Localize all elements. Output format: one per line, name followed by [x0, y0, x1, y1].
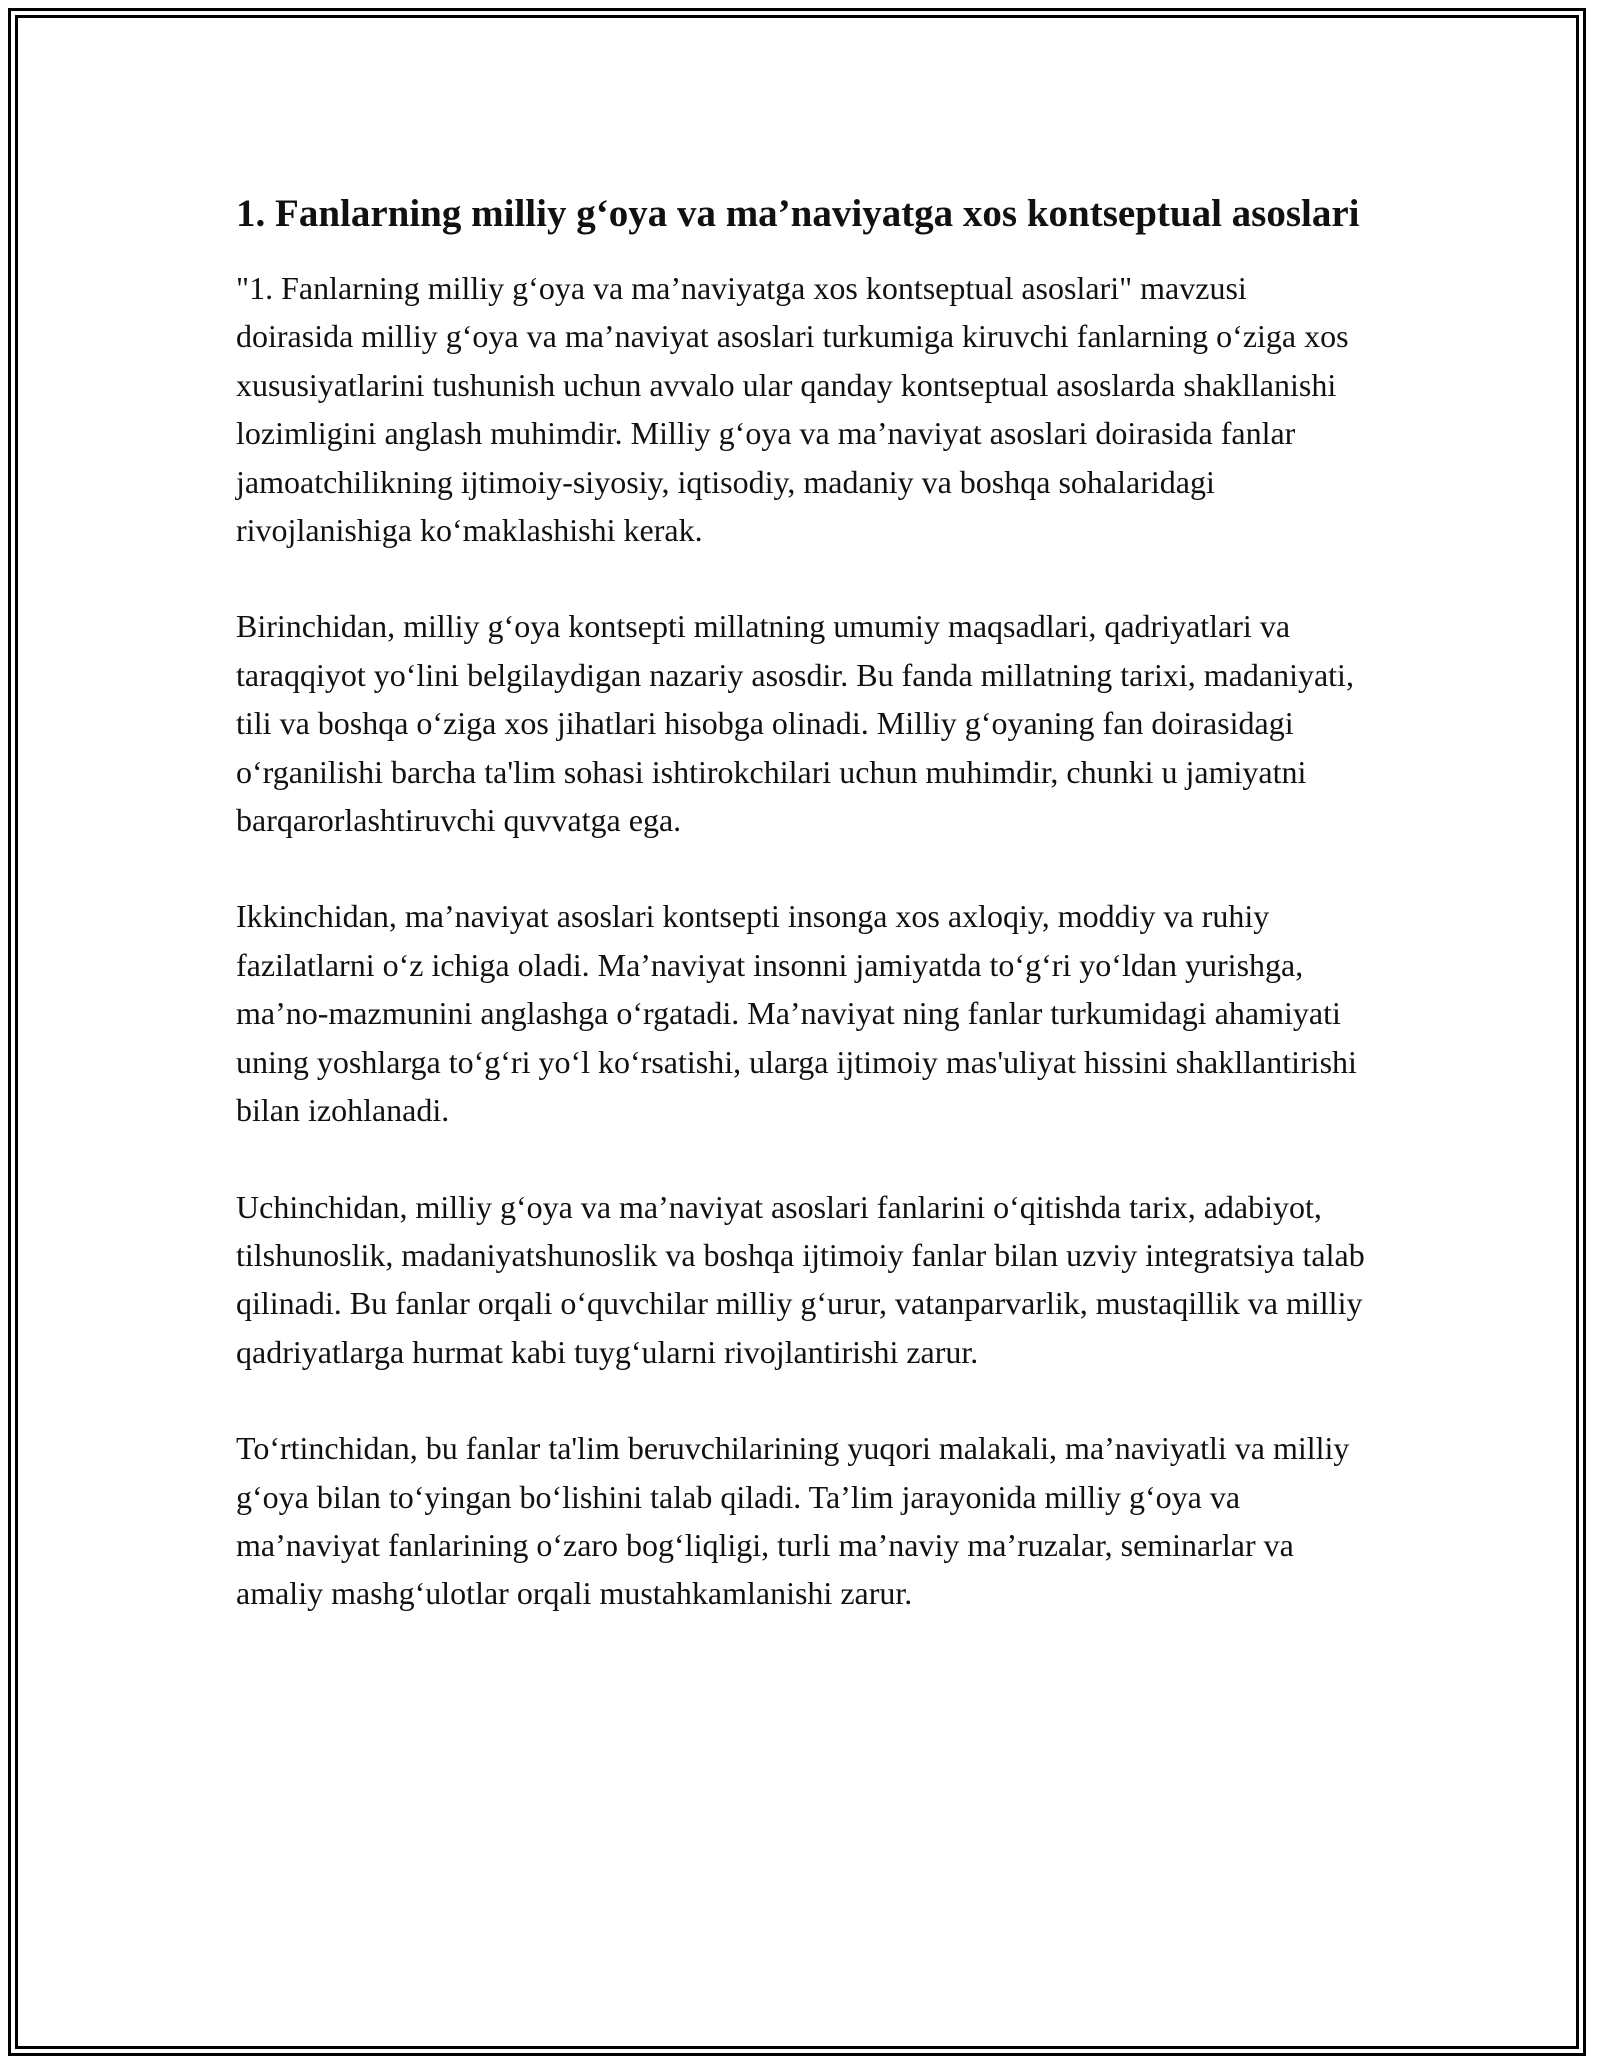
paragraph-fourth: To‘rtinchidan, bu fanlar ta'lim beruvchilarining yuqori malakali, ma’naviyatli va milliy g‘oya bilan to‘yingan bo‘lishini talab qiladi. Ta’lim jarayonida milliy g‘oya va ma’naviyat fanlarining o‘zaro bog‘liqligi, turli ma’naviy ma’ruzalar, seminarlar va amaliy mashg‘ulotlar orqali mustahkamlanishi zarur.	[236, 1430, 1350, 1612]
paragraph-intro: "1. Fanlarning milliy g‘oya va ma’naviyatga xos kontseptual asoslari" mavzusi doirasida milliy g‘oya va ma’naviyat asoslari turkumiga kiruvchi fanlarning o‘ziga xos xususiyatlarini tushunish uchun avvalo ular qanday kontseptual asoslarda shakllanishi lozimligini anglash muhimdir. Milliy g‘oya va ma’naviyat asoslari doirasida fanlar jamoatchilikning ijtimoiy-siyosiy, iqtisodiy, madaniy va boshqa sohalaridagi rivojlanishiga ko‘maklashishi kerak.	[236, 270, 1349, 549]
paragraph-third: Uchinchidan, milliy g‘oya va ma’naviyat asoslari fanlarini o‘qitishda tarix, adabiyot, tilshunoslik, madaniyatshunoslik va boshqa ijtimoiy fanlar bilan uzviy integratsiya talab qilinadi. Bu fanlar orqali o‘quvchilar milliy g‘urur, vatanparvarlik, mustaqillik va milliy qadriyatlarga hurmat kabi tuyg‘ularni rivojlantirishi zarur.	[236, 1188, 1365, 1370]
paragraph-first: Birinchidan, milliy g‘oya kontsepti millatning umumiy maqsadlari, qadriyatlari va taraqqiyot yo‘lini belgilaydigan nazariy asosdir. Bu fanda millatning tarixi, madaniyati, tili va boshqa o‘ziga xos jihatlari hisobga olinadi. Milliy g‘oyaning fan doirasidagi o‘rganilishi barcha ta'lim sohasi ishtirokchilari uchun muhimdir, chunki u jamiyatni barqarorlashtiruvchi quvvatga ega.	[236, 608, 1354, 839]
paragraph-second: Ikkinchidan, ma’naviyat asoslari kontsepti insonga xos axloqiy, moddiy va ruhiy fazilatlarni o‘z ichiga oladi. Ma’naviyat insonni jamiyatda to‘g‘ri yo‘ldan yurishga, ma’no-mazmunini anglashga o‘rgatadi. Ma’naviyat ning fanlar turkumidagi ahamiyati uning yoshlarga to‘g‘ri yo‘l ko‘rsatishi, ularga ijtimoiy mas'uliyat hissini shakllantirishi bilan izohlanadi.	[236, 898, 1357, 1129]
document-body	[236, 186, 1366, 1666]
document-title: 1. Fanlarning milliy g‘oya va ma’naviyatga xos kontseptual asoslari	[236, 192, 1360, 235]
